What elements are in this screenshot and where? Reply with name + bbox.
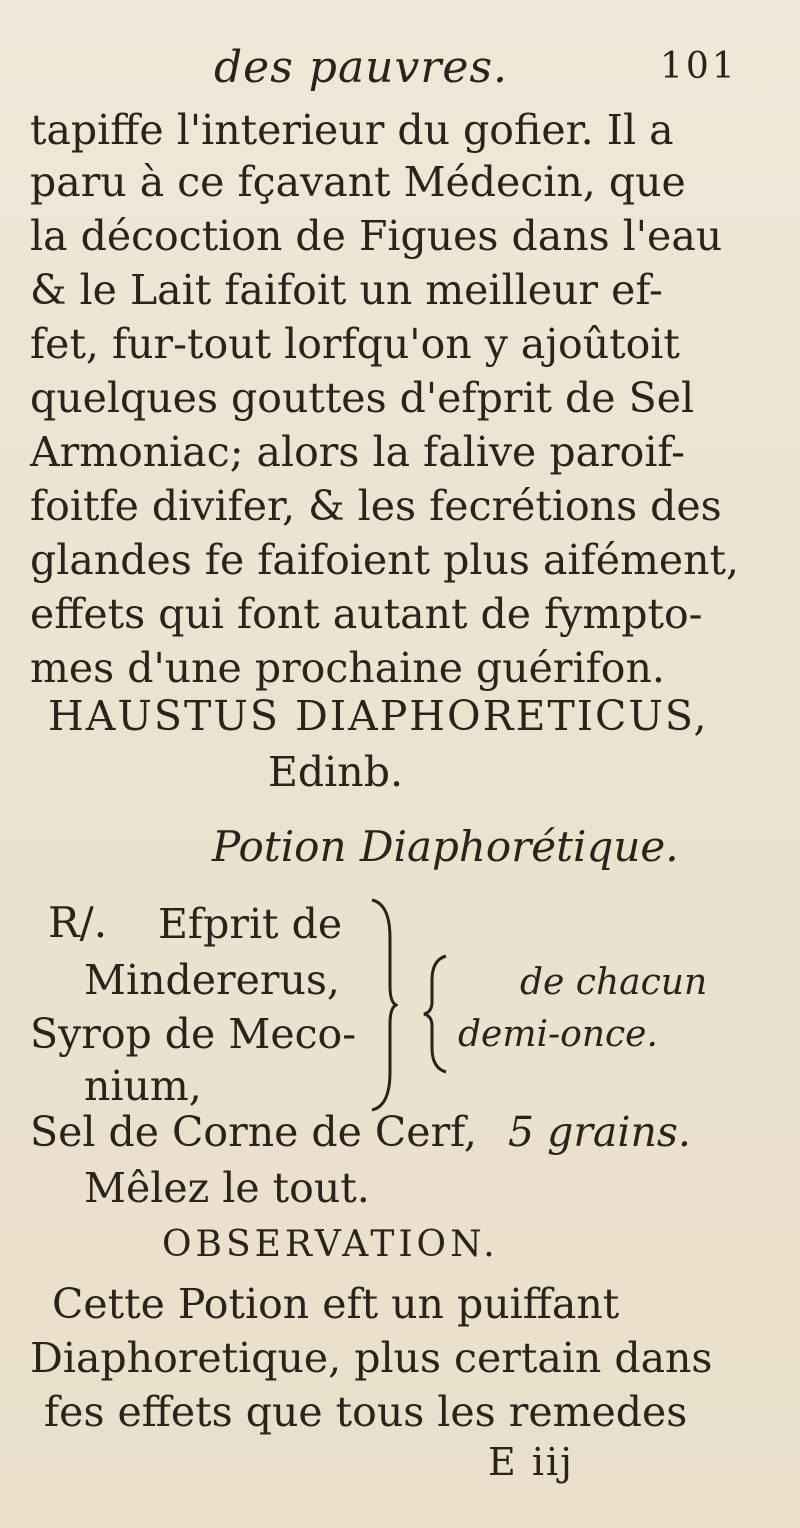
paragraph-line: tapiffe l'interieur du gofier. Il a bbox=[30, 106, 674, 154]
right-brace bbox=[368, 898, 398, 1112]
signature-mark: E iij bbox=[488, 1440, 574, 1484]
observation-line: Cette Potion eft un puiffant bbox=[52, 1280, 620, 1328]
ingredient-line: Efprit de bbox=[158, 900, 343, 948]
page-number: 101 bbox=[660, 46, 738, 87]
dose-text: de chacun bbox=[520, 962, 708, 1003]
paragraph-line: & le Lait faifoit un meilleur ef- bbox=[30, 266, 663, 314]
instruction-line: Mêlez le tout. bbox=[84, 1164, 370, 1212]
paragraph-line: la décoction de Figues dans l'eau bbox=[30, 212, 723, 260]
dose-text: demi-once. bbox=[458, 1014, 658, 1055]
paragraph-line: quelques gouttes d'efprit de Sel bbox=[30, 374, 695, 422]
recipe-heading: HAUSTUS DIAPHORETICUS, bbox=[48, 692, 709, 740]
recipe-source: Edinb. bbox=[268, 748, 403, 796]
paragraph-line: fet, fur-tout lorfqu'on y ajoûtoit bbox=[30, 320, 680, 368]
ingredient-line: nium, bbox=[84, 1062, 202, 1110]
paragraph-line: paru à ce fçavant Médecin, que bbox=[30, 158, 686, 206]
observation-line: fes effets que tous les remedes bbox=[44, 1388, 688, 1436]
paragraph-line: foitfe divifer, & les fecrétions des bbox=[30, 482, 722, 530]
running-header: des pauvres. bbox=[214, 42, 509, 93]
paragraph-line: Armoniac; alors la falive paroif- bbox=[30, 428, 685, 476]
paragraph-line: mes d'une prochaine guérifon. bbox=[30, 644, 665, 692]
left-brace bbox=[420, 954, 450, 1074]
dose-text: 5 grains. bbox=[507, 1108, 691, 1156]
ingredient-line: Syrop de Meco- bbox=[30, 1010, 357, 1058]
observation-line: Diaphoretique, plus certain dans bbox=[30, 1334, 713, 1382]
ingredient-line bbox=[30, 1108, 691, 1156]
rx-symbol: R/. bbox=[48, 898, 108, 947]
ingredient-name: Sel de Corne de Cerf, bbox=[30, 1108, 477, 1156]
ingredient-line: Mindererus, bbox=[84, 956, 340, 1004]
paragraph-line: effets qui font autant de fympto- bbox=[30, 590, 703, 638]
recipe-title: Potion Diaphorétique. bbox=[212, 822, 679, 871]
observation-heading: OBSERVATION. bbox=[162, 1224, 499, 1265]
paragraph-line: glandes fe faifoient plus aifément, bbox=[30, 536, 740, 584]
